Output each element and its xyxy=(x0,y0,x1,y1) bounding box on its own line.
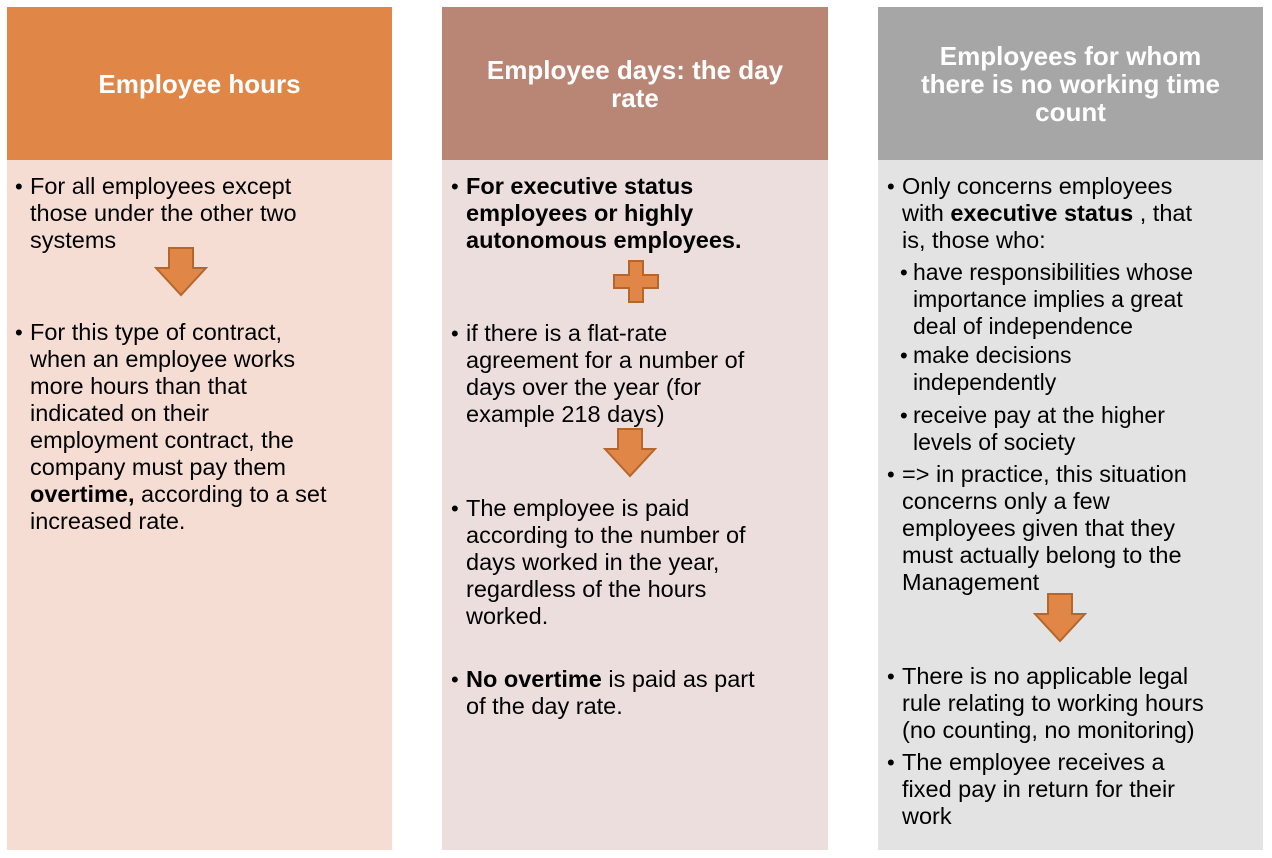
bullet: • xyxy=(451,496,459,521)
column-employee-days xyxy=(442,7,828,850)
bullet: • xyxy=(451,174,459,199)
bullet-text: The employee is paid according to the number of days worked in the year, regardless of the hours worked. xyxy=(466,495,746,629)
bullet: • xyxy=(15,174,23,199)
column-title: Employee days: the day rate xyxy=(486,54,784,113)
bullet-text: => in practice, this situation concerns only a few employees given that they must actually belong to the Management xyxy=(902,461,1187,595)
bullet: • xyxy=(15,320,23,345)
sub-bullet-text: receive pay at the higher levels of society xyxy=(913,402,1165,455)
bullet: • xyxy=(887,664,895,689)
column-body xyxy=(7,160,392,850)
down-arrow-icon xyxy=(1033,593,1087,643)
sub-bullet: • xyxy=(900,260,908,285)
column-employee-hours xyxy=(7,7,392,850)
bullet-text: if there is a flat-rate agreement for a number of days over the year (for example 218 days) xyxy=(466,320,745,427)
sub-bullet: • xyxy=(900,403,908,428)
column-title: Employee hours xyxy=(98,68,301,99)
column-no-working-time-count xyxy=(878,7,1263,850)
bullet-text: For executive status employees or highly autonomous employees. xyxy=(466,173,742,253)
column-header xyxy=(442,7,828,160)
bullet-text: For this type of contract, when an employee works more hours than that indicated on their employment contract, the company must pay them overtime, according to a set increased rate. xyxy=(30,319,327,534)
sub-bullet: • xyxy=(900,343,908,368)
bullet: • xyxy=(887,462,895,487)
bullet: • xyxy=(887,750,895,775)
bullet-text: There is no applicable legal rule relating to working hours (no counting, no monitoring) xyxy=(902,663,1204,743)
sub-bullet-text: have responsibilities whose importance implies a great deal of independence xyxy=(913,259,1193,339)
bullet: • xyxy=(451,321,459,346)
bullet-text: For all employees except those under the other two systems xyxy=(30,173,297,253)
column-header xyxy=(7,7,392,160)
plus-icon xyxy=(612,260,660,303)
bullet: • xyxy=(451,667,459,692)
bullet-text: Only concerns employees with executive status , that is, those who: xyxy=(902,173,1192,253)
down-arrow-icon xyxy=(603,428,657,478)
column-header xyxy=(878,7,1263,160)
bullet-text: No overtime is paid as part of the day rate. xyxy=(466,666,755,719)
down-arrow-icon xyxy=(154,247,208,297)
bullet: • xyxy=(887,174,895,199)
column-title: Employees for whom there is no working time count xyxy=(920,40,1221,127)
bullet-text: The employee receives a fixed pay in return for their work xyxy=(902,749,1175,829)
sub-bullet-text: make decisions independently xyxy=(913,342,1072,395)
column-body xyxy=(442,160,828,850)
column-body xyxy=(878,160,1263,850)
